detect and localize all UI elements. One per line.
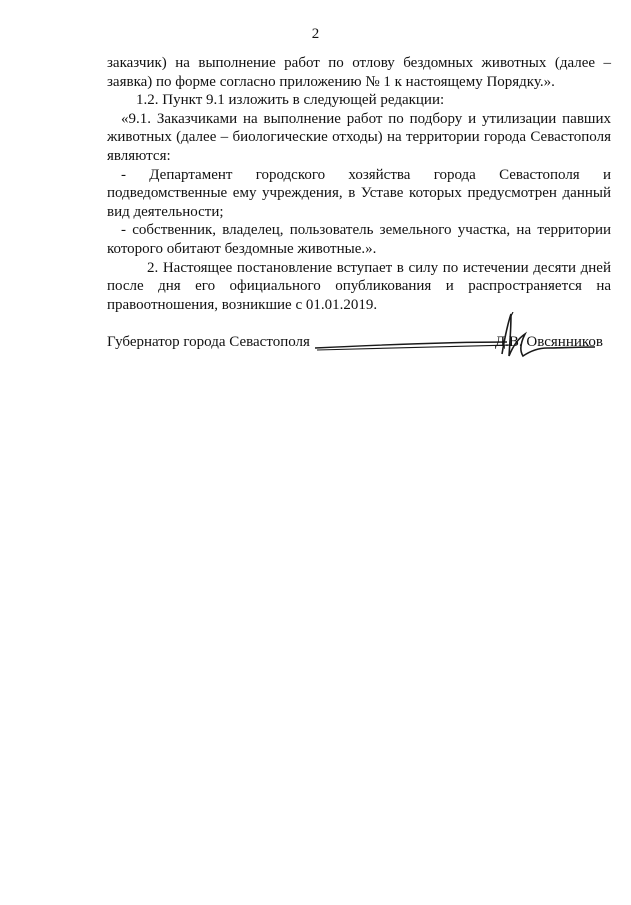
paragraph-item-2: 2. Настоящее постановление вступает в силу по истечении десяти дней после дня его официального опубликования и распространяется на правоотношения, возникшие с 01.01.2019. — [107, 259, 611, 313]
signature-block — [107, 334, 611, 358]
list-item-department: - Департамент городского хозяйства города Севастополя и подведомственные ему учреждения, в Уставе которых предусмотрен данный вид деятельности; — [107, 166, 611, 220]
signatory-position: Губернатор города Севастополя — [107, 334, 310, 350]
page-number: 2 — [311, 26, 320, 42]
paragraph-item-1-2: 1.2. Пункт 9.1 изложить в следующей редакции: — [136, 92, 445, 109]
signatory-name: Д.В. Овсянников — [494, 334, 603, 350]
document-body — [107, 54, 611, 314]
paragraph-item-9-1: «9.1. Заказчиками на выполнение работ по подбору и утилизации павших животных (далее – биологические отходы) на территории города Севастополя являются: — [107, 110, 611, 164]
list-item-owner: - собственник, владелец, пользователь земельного участка, на территории которого обитают бездомные животные.». — [107, 222, 611, 257]
paragraph-continuation: заказчик) на выполнение работ по отлову бездомных животных (далее – заявка) по форме согласно приложению № 1 к настоящему Порядку.». — [107, 55, 611, 90]
